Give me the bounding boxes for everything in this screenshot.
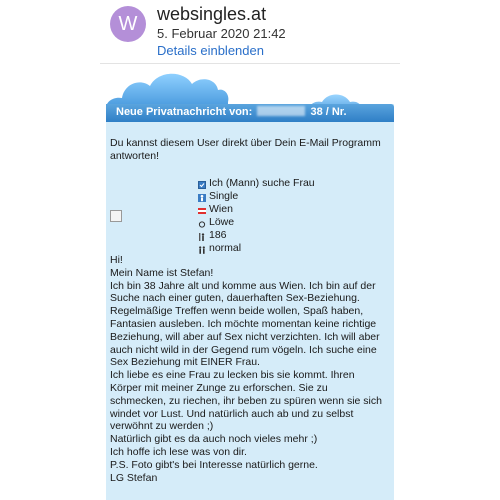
profile-row-search bbox=[198, 177, 315, 190]
message-title-bar bbox=[106, 104, 394, 122]
body-line: Ich bin 38 Jahre alt und komme aus Wien. Ich bin auf der bbox=[110, 279, 376, 292]
body-type-icon bbox=[198, 245, 206, 253]
body-line: LG Stefan bbox=[110, 471, 158, 484]
body-line: Fantasien ausleben. Ich möchte momentan keine richtige bbox=[110, 317, 377, 330]
austria-flag-icon bbox=[198, 206, 206, 214]
header-divider bbox=[100, 63, 400, 64]
sender-name: websingles.at bbox=[157, 4, 267, 24]
email-view bbox=[100, 0, 400, 500]
checkbox-icon bbox=[198, 180, 206, 188]
body-line: Natürlich gibt es da auch noch vieles mehr ;) bbox=[110, 433, 318, 446]
profile-text: Single bbox=[209, 190, 239, 202]
profile-text: Wien bbox=[209, 203, 233, 215]
message-panel bbox=[106, 104, 394, 500]
broken-image-icon bbox=[110, 210, 122, 222]
profile-info bbox=[198, 177, 315, 255]
zodiac-icon bbox=[198, 219, 206, 227]
body-line: Ich liebe es eine Frau zu lecken bis sie kommt. Ihren bbox=[110, 369, 355, 382]
show-details-link[interactable]: Details einblenden bbox=[157, 43, 264, 58]
body-line: verwöhnt zu werden ;) bbox=[110, 420, 214, 433]
body-line: Sex Beziehung mit EINER Frau. bbox=[110, 356, 260, 369]
body-line: Ich hoffe ich lese was von dir. bbox=[110, 445, 247, 458]
reply-hint-line: Du kannst diesem User direkt über Dein E-Mail Programm bbox=[110, 137, 381, 149]
profile-text: normal bbox=[209, 242, 242, 254]
body-line: Mein Name ist Stefan! bbox=[110, 266, 214, 279]
sender-avatar[interactable]: W bbox=[110, 6, 146, 42]
reply-hint bbox=[110, 137, 390, 163]
profile-row-height bbox=[198, 229, 315, 242]
body-line: Suche nach einer guten, dauerhaften Sex-Beziehung. bbox=[110, 292, 360, 305]
reply-hint-line: antworten! bbox=[110, 150, 160, 162]
single-person-icon bbox=[198, 193, 206, 201]
height-icon bbox=[198, 232, 206, 240]
body-line: auch nicht wild in der Gegend rum vögeln. Ich suche eine bbox=[110, 343, 377, 356]
body-line: P.S. Foto gibt's bei Interesse natürlich gerne. bbox=[110, 458, 318, 471]
profile-text: Ich (Mann) suche Frau bbox=[209, 177, 315, 189]
email-date: 5. Februar 2020 21:42 bbox=[157, 26, 286, 41]
profile-row-location bbox=[198, 203, 315, 216]
body-line: Körper mit meiner Zunge zu erforschen. Sie zu bbox=[110, 381, 328, 394]
body-line: Hi! bbox=[110, 254, 123, 266]
body-line: Regelmäßige Treffen wenn beide wollen, Spaß haben, bbox=[110, 305, 364, 318]
body-line: schmecken, zu riechen, ihr beben zu spüren wenn sie sich bbox=[110, 394, 382, 407]
title-suffix: 38 / Nr. bbox=[310, 106, 347, 118]
body-line: windet vor Lust. Und natürlich auch ab und zu selbst bbox=[110, 407, 354, 420]
profile-row-status bbox=[198, 190, 315, 203]
profile-row-zodiac bbox=[198, 216, 315, 229]
message-body bbox=[110, 254, 396, 484]
redacted-username bbox=[257, 106, 305, 116]
profile-text: 186 bbox=[209, 229, 227, 241]
body-line: Beziehung, will aber auf Sex nicht verzichten. Ich will aber bbox=[110, 330, 380, 343]
profile-text: Löwe bbox=[209, 216, 235, 228]
title-prefix: Neue Privatnachricht von: bbox=[116, 106, 253, 118]
message-title bbox=[116, 106, 347, 118]
